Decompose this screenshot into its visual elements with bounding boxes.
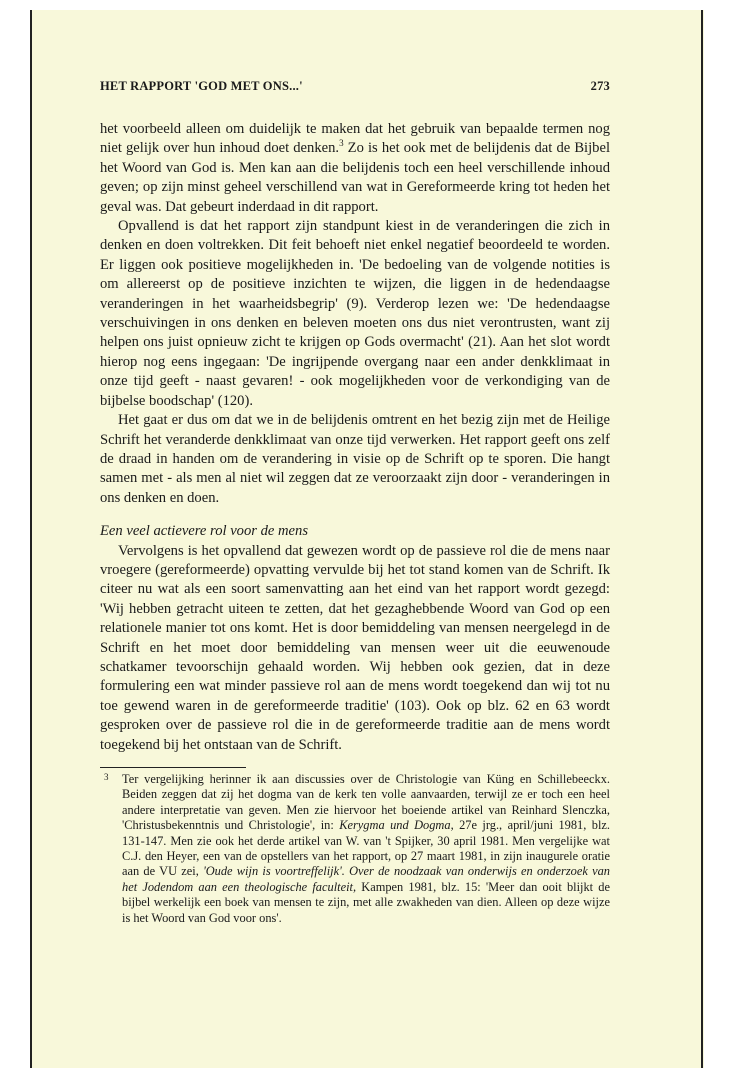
- page-edge-rule: [701, 10, 703, 1068]
- footnote-citation-2: 'Oude wijn is voortreffelijk'. Over de noodzaak van onderwijs en onderzoek van het Jodendom aan een theologische faculteit,: [122, 864, 610, 894]
- paragraph-1-text-rest: Zo is het ook met de belijdenis dat de Bijbel het Woord van God is. Men kan aan die belijdenis toch een heel verschillende inhoud geven; op zijn minst geheel verschillend van wat in Gereformeerde kring tot heden het geval was. Dat gebeurt inderdaad in dit rapport.: [100, 140, 610, 215]
- running-title: HET RAPPORT 'GOD MET ONS...': [100, 79, 303, 93]
- paragraph-3: Het gaat er dus om dat we in de belijdenis omtrent en het bezig zijn met de Heilige Schrift het veranderde denkklimaat van onze tijd verwerken. Het rapport geeft ons zelf de draad in handen om de verandering in visie op de Schrift op te sporen. Die hangt samen met - als men al niet wil zeggen dat ze veroorzaakt zijn door - veranderingen in ons denken en doen.: [100, 412, 610, 506]
- footnote-text-2: 27e jrg., april/juni 1981, blz. 131-147. Men zie ook het derde artikel van W. van 't Spijker, 30 april 1981. Men vergelijke wat C.J. den Heyer, een van de opstellers van het rapport, op 27 maart 1981, in zijn inaugurele oratie aan de VU zei,: [122, 818, 610, 879]
- footnote-rule: [100, 767, 246, 768]
- section-heading: Een veel actievere rol voor de mens: [100, 523, 309, 540]
- footnote-reference: 3: [339, 138, 344, 149]
- page-number: 273: [590, 79, 610, 93]
- footnote: [100, 772, 610, 926]
- paragraph-1-text: het voorbeeld alleen om duidelijk te maken dat het gebruik van bepaalde termen nog niet gelijk over hun inhoud doet denken.: [100, 121, 610, 157]
- footnote-text-1: Ter vergelijking herinner ik aan discussies over de Christologie van Küng en Schillebeeckx. Beiden zeggen dat zij het dogma van de kerk ten volle aanvaarden, terwijl ze er toch een heel andere interpretatie van geven. Men zie hiervoor het boeiende artikel van Reinhard Slenczka, 'Christusbekenntnis und Christologie', in:: [122, 772, 610, 833]
- paragraph-1: [100, 120, 610, 217]
- footnote-text-3: Kampen 1981, blz. 15: 'Meer dan ooit blijkt de bijbel werkelijk een boek van mensen te zijn, met alle zwakheden van dien. Alleen op deze wijze is het Woord van God voor ons'.: [122, 879, 610, 925]
- footnote-mark: 3: [104, 772, 109, 782]
- footnote-citation-1: Kerygma und Dogma,: [339, 818, 454, 833]
- body-text: [100, 120, 610, 926]
- paragraph-2: Opvallend is dat het rapport zijn standpunt kiest in de veranderingen die zich in denken en doen voltrekken. Dit feit behoeft niet enkel negatief beoordeeld te worden. Er liggen ook positieve mogelijkheden in. 'De bedoeling van de volgende notities is om allereerst op de positieve inzichten te wijzen, die liggen in de hedendaagse veranderingen in het waarheidsbegrip' (9). Verderop lezen we: 'De hedendaagse verschuivingen in ons denken en beleven moeten ons dus niet verontrusten, want zij helpen ons juist opnieuw zicht te krijgen op Gods overmacht' (21). Aan het slot wordt hierop nog eens ingegaan: 'De ingrijpende overgang naar een ander denkklimaat in onze tijd geeft - naast gevaren! - ook mogelijkheden voor de verkondiging van de bijbelse boodschap' (120).: [100, 218, 610, 409]
- paragraph-4: Vervolgens is het opvallend dat gewezen wordt op de passieve rol die de mens naar vroegere (gereformeerde) opvatting vervulde bij het tot stand komen van de Schrift. Ik citeer nu wat als een soort samenvatting aan het eind van het rapport wordt gezegd: 'Wij hebben getracht uiteen te zetten, dat het gezaghebbende Woord van God op een relationele manier tot ons komt. Het is door bemiddeling van mensen neergelegd in de Schrift en het moet door bemiddeling van mensen weer uit die eeuwenoude schatkamer tevoorschijn gehaald worden. Wij hebben ook gezien, dat in deze formulering een wat minder passieve rol aan de mens wordt toegekend dan wij tot nu toe gewend waren in de gereformeerde traditie' (103). Ook op blz. 62 en 63 wordt gesproken over de passieve rol die in de gereformeerde traditie aan de mens wordt toegekend bij het ontstaan van de Schrift.: [100, 542, 610, 753]
